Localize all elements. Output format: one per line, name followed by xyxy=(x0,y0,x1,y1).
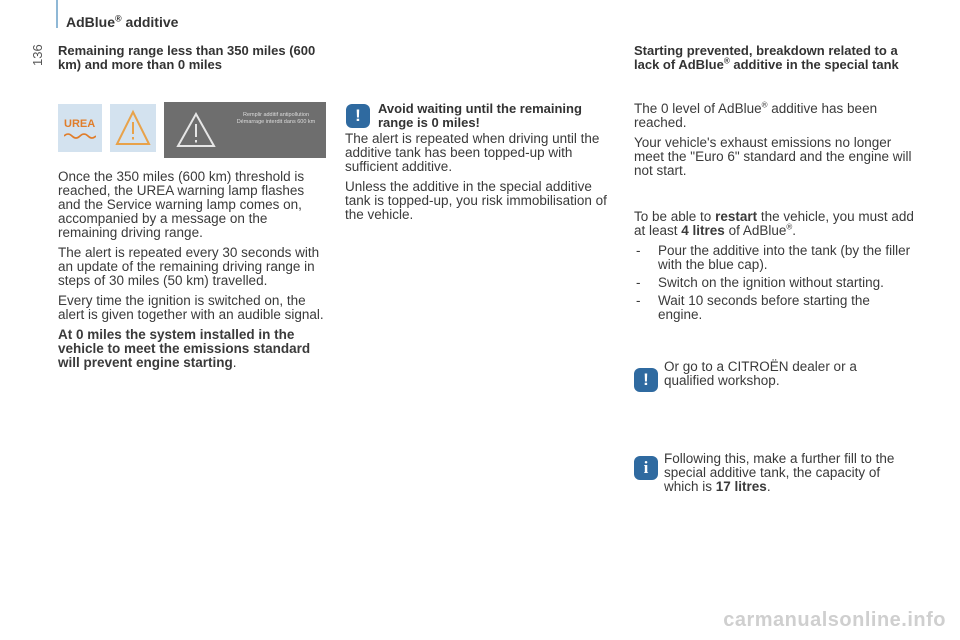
info-icon: i xyxy=(634,456,658,480)
dealer-note: Or go to a CITROËN dealer or a qualified workshop. xyxy=(664,359,857,388)
middle-column-body xyxy=(345,132,615,228)
page-number: 136 xyxy=(30,44,45,66)
list-item: - Wait 10 seconds before starting the engine. xyxy=(634,294,914,322)
warning-triangle-icon xyxy=(176,112,216,148)
section-heading-starting-prevented: Starting prevented, breakdown related to a lack of AdBlue® additive in the special tank xyxy=(634,43,899,72)
dashboard-message-screen xyxy=(164,102,326,158)
section-heading-remaining-range: Remaining range less than 350 miles (600 km) and more than 0 miles xyxy=(58,43,316,72)
screen-message: Remplir additif antipollution Démarrage interdit dans 600 km xyxy=(236,112,316,125)
paragraph: Every time the ignition is switched on, the alert is given together with an audible signal. xyxy=(58,293,324,322)
restart-instructions xyxy=(634,210,914,326)
header-accent-bar xyxy=(56,0,58,28)
warning-exclamation-icon: ! xyxy=(346,104,370,128)
steps-list xyxy=(634,244,914,322)
warning-exclamation-icon: ! xyxy=(634,368,658,392)
paragraph: At 0 miles the system installed in the vehicle to meet the emissions standard will prevent engine starting. xyxy=(58,327,311,370)
refill-note: Following this, make a further fill to the special additive tank, the capacity of which is 17 litres. xyxy=(664,451,895,494)
right-column-body xyxy=(634,102,914,184)
urea-label: UREA xyxy=(64,118,96,130)
paragraph: Your vehicle's exhaust emissions no longer meet the "Euro 6" standard and the engine will not start. xyxy=(634,135,912,178)
note-heading: Avoid waiting until the remaining range is 0 miles! xyxy=(378,101,582,130)
watermark: carmanualsonline.info xyxy=(723,609,946,631)
paragraph: To be able to restart the vehicle, you must add at least 4 litres of AdBlue®. xyxy=(634,209,914,238)
paragraph: The 0 level of AdBlue® additive has been reached. xyxy=(634,100,878,130)
paragraph: Unless the additive in the special additive tank is topped-up, you risk immobilisation of the vehicle. xyxy=(345,179,607,222)
paragraph: The alert is repeated when driving until the additive tank has been topped-up with sufficient additive. xyxy=(345,131,600,174)
left-column-body xyxy=(58,170,330,376)
page-title: AdBlue® additive xyxy=(66,13,179,30)
paragraph: The alert is repeated every 30 seconds with an update of the remaining driving range in steps of 30 miles (50 km) travelled. xyxy=(58,245,320,288)
list-item: - Switch on the ignition without starting. xyxy=(634,276,914,290)
service-warning-lamp xyxy=(110,104,156,152)
wave-icon xyxy=(64,132,96,140)
warning-triangle-icon xyxy=(115,108,151,148)
paragraph: Once the 350 miles (600 km) threshold is reached, the UREA warning lamp flashes and the Service warning lamp comes on, accompanied by a message on the remaining driving range. xyxy=(58,169,305,240)
list-item: - Pour the additive into the tank (by the filler with the blue cap). xyxy=(634,244,914,272)
urea-warning-lamp xyxy=(58,104,102,152)
